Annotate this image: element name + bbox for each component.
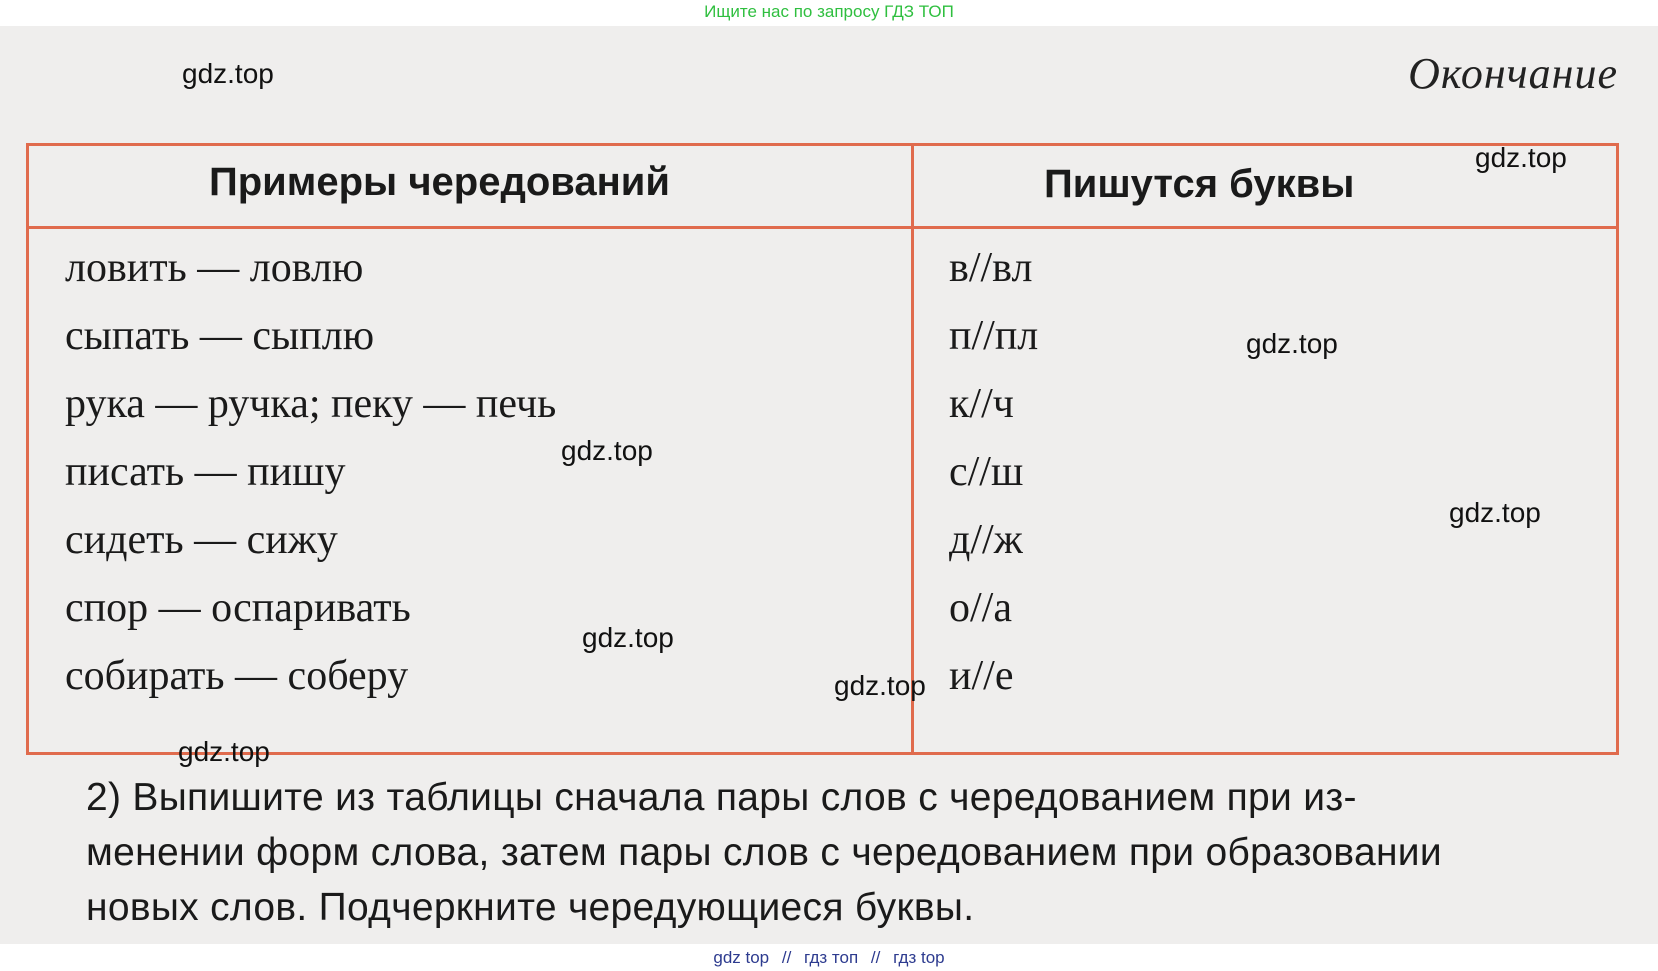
table-row-letters: д//ж [949,517,1023,563]
watermark: gdz.top [561,435,653,466]
watermark: gdz.top [1246,328,1338,359]
task-line: менении форм слова, затем пары слов с чередованием при образовании [86,831,1442,874]
footer-links [0,944,1658,971]
footer-link[interactable]: гдз top [893,948,945,967]
watermark: gdz.top [834,670,926,701]
watermark: gdz.top [1475,142,1567,173]
task-line: 2) Выпишите из таблицы сначала пары слов с чередованием при из- [86,776,1357,819]
table-row-words: собирать — соберу [65,653,409,699]
table-row-words: спор — оспаривать [65,585,411,631]
top-banner: Ищите нас по запросу ГДЗ ТОП [704,2,954,21]
watermark: gdz.top [178,736,270,767]
alternation-table [26,143,1619,755]
table-row-letters: и//е [949,653,1014,699]
header-examples: Примеры чередований [209,160,670,204]
section-title: Окончание [1408,49,1618,98]
footer-link[interactable]: гдз топ [804,948,859,967]
header-letters: Пишутся буквы [1044,162,1355,206]
table-row-words: сидеть — сижу [65,517,338,563]
table-row-words: писать — пишу [65,449,346,495]
table-row-letters: с//ш [949,449,1024,495]
table-row-letters: п//пл [949,313,1039,359]
task-text [86,770,1626,935]
table-row-letters: в//вл [949,245,1033,291]
table-row-words: рука — ручка; пеку — печь [65,381,557,427]
textbook-page [0,26,1658,944]
column-divider [911,146,914,752]
table-row-words: ловить — ловлю [65,245,364,291]
watermark: gdz.top [182,58,274,89]
task-line: новых слов. Подчеркните чередующиеся буквы. [86,886,975,929]
header-divider [29,226,1616,229]
table-row-letters: о//а [949,585,1012,631]
footer-separator: // [870,948,881,967]
footer-separator: // [781,948,792,967]
table-row-letters: к//ч [949,381,1014,427]
table-row-words: сыпать — сыплю [65,313,375,359]
footer-link[interactable]: gdz top [713,948,770,967]
watermark: gdz.top [582,622,674,653]
watermark: gdz.top [1449,497,1541,528]
